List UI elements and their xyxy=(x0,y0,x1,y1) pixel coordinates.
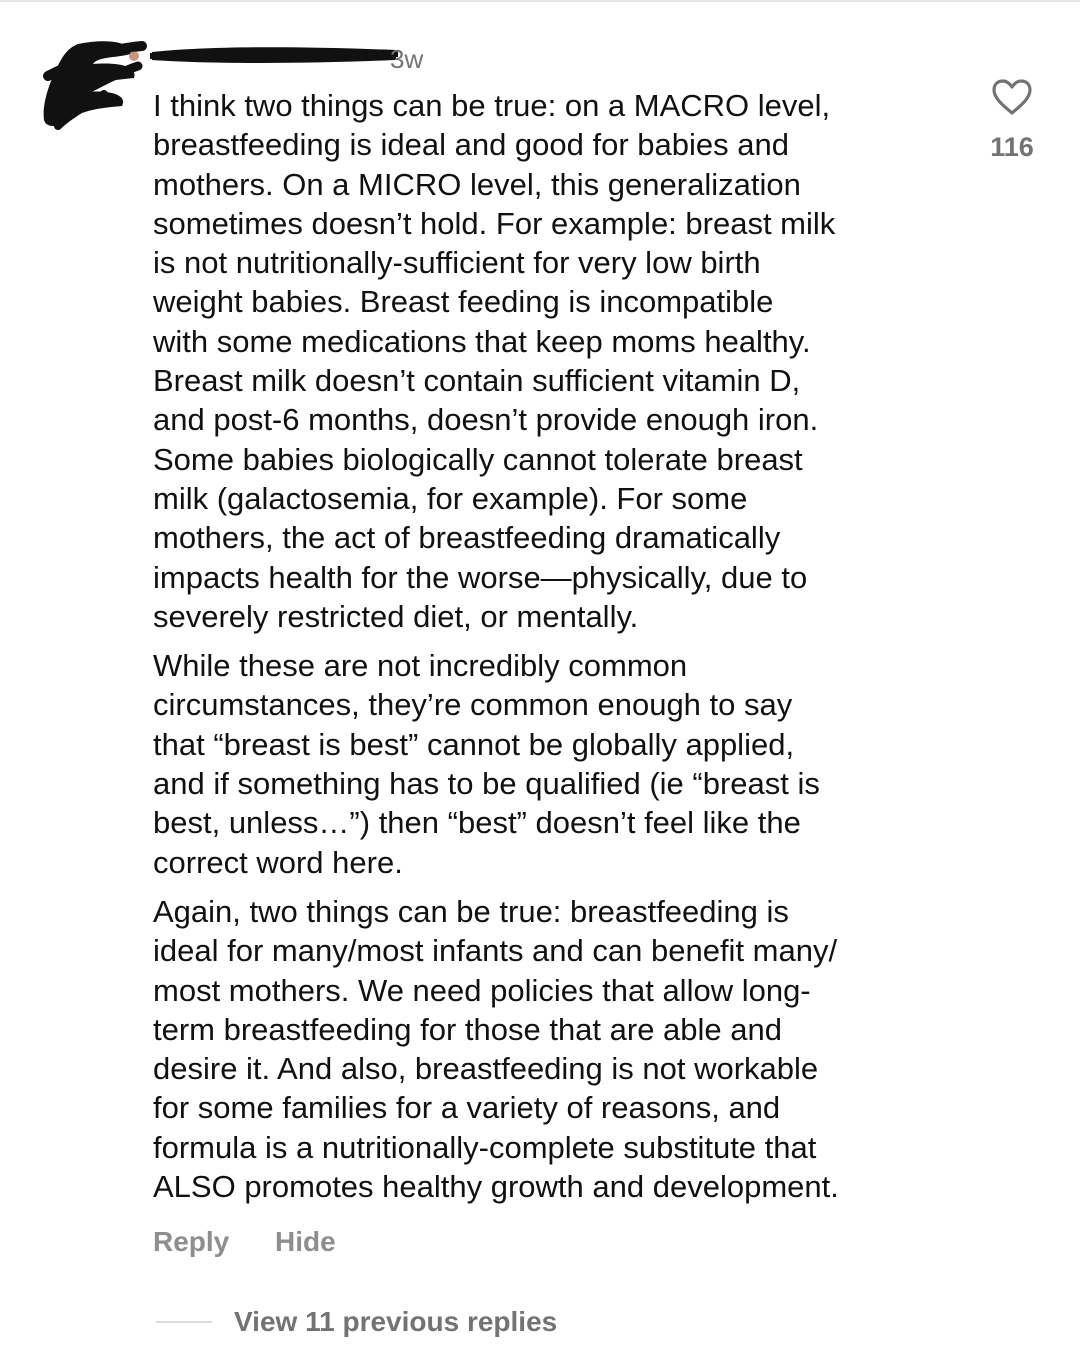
reply-button[interactable]: Reply xyxy=(153,1226,230,1257)
comment-paragraph-1: I think two things can be true: on a MACRO level, breastfeeding is ideal and good for babies and mothers. On a MICRO level, this generalization sometimes doesn’t hold. For example: breast milk is not nutritionally-sufficient for very low birth weight babies. Breast feeding is incompatible with some medications that keep moms healthy. Breast milk doesn’t contain sufficient vitamin D, and post-6 months, doesn’t provide enough iron. Some babies biologically cannot tolerate breast milk (galactosemia, for example). For some mothers, the act of breastfeeding dramatically impacts health for the worse—physically, due to severely restricted diet, or mentally. xyxy=(153,88,836,634)
view-replies-button[interactable]: View 11 previous replies xyxy=(234,1306,558,1337)
heart-outline-icon[interactable] xyxy=(991,78,1033,116)
username-redacted[interactable] xyxy=(150,44,398,66)
avatar[interactable] xyxy=(38,36,148,136)
replies-divider-line xyxy=(156,1321,212,1323)
comment-paragraph-3: Again, two things can be true: breastfeeding is ideal for many/most infants and can benefit many/ most mothers. We need policies that allow long- term breastfeeding for those that are able and desire it. And also, breastfeeding is not workable for some families for a variety of reasons, and formula is a nutritionally-complete substitute that ALSO promotes healthy growth and development. xyxy=(153,893,839,1205)
view-replies[interactable] xyxy=(156,1302,557,1342)
comment-body xyxy=(153,86,953,1216)
hide-button[interactable]: Hide xyxy=(275,1226,336,1257)
comment-actions xyxy=(153,1226,374,1258)
comment-paragraph-2: While these are not incredibly common circumstances, they’re common enough to say that “breast is best” cannot be globally applied, and if something has to be qualified (ie “breast is best, unless…”) then “best” doesn’t feel like the correct word here. xyxy=(153,648,820,880)
like-count: 116 xyxy=(990,132,1034,162)
comment-timestamp: 3w xyxy=(390,44,424,74)
like-control xyxy=(986,78,1038,188)
